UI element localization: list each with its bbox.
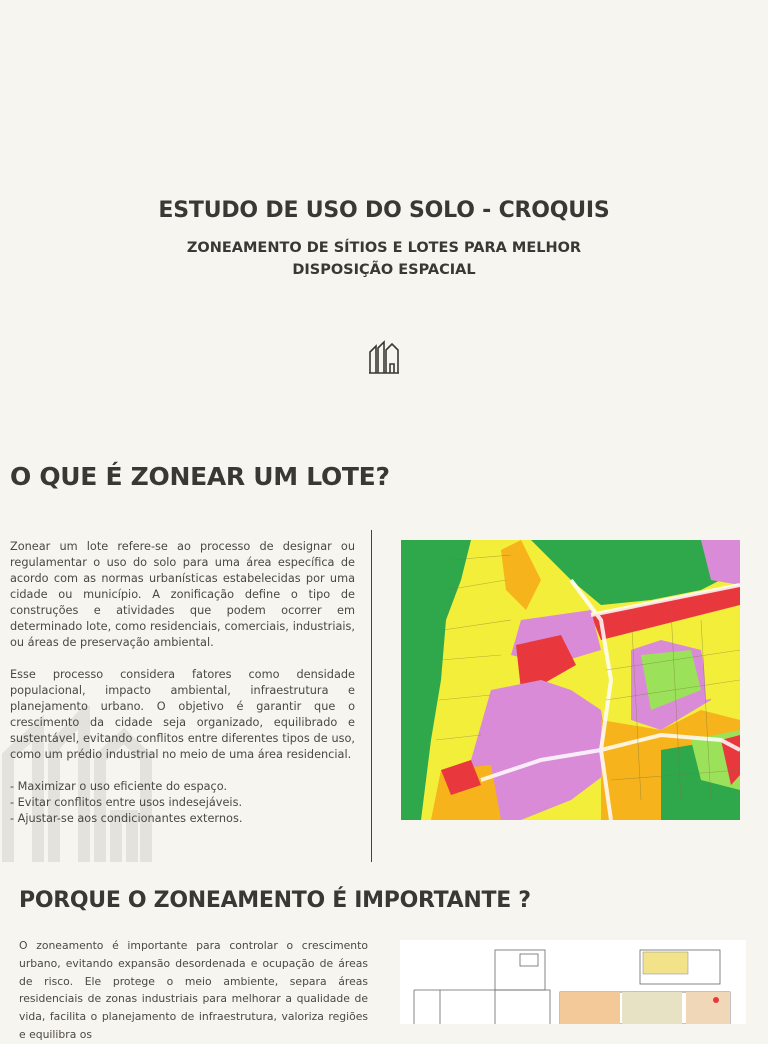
page-title: ESTUDO DE USO DO SOLO - CROQUIS: [158, 198, 610, 223]
list-item: - Ajustar-se aos condicionantes externos.: [10, 812, 243, 825]
section-heading-importancia: PORQUE O ZONEAMENTO É IMPORTANTE ?: [19, 888, 531, 913]
list-item: - Evitar conflitos entre usos indesejáveis.: [10, 796, 243, 809]
list-item: - Maximizar o uso eficiente do espaço.: [10, 780, 228, 793]
page-subtitle: ZONEAMENTO DE SÍTIOS E LOTES PARA MELHOR DISPOSIÇÃO ESPACIAL: [186, 240, 582, 278]
vertical-divider: [371, 530, 372, 862]
paragraph-fatores: Esse processo considera fatores como densidade populacional, impacto ambiental, infraestrutura e planejamento urbano. O objetivo é garantir que o crescimento da cidade seja organizado, equilibrado e sustentável, evitando conflitos entre diferentes tipos de uso, como um prédio industrial no meio de uma área residencial.: [10, 668, 355, 761]
zoning-map-image: [401, 540, 740, 820]
building-logo-icon: [368, 340, 400, 374]
objectives-list: [10, 779, 355, 827]
paragraph-definicao: Zonear um lote refere-se ao processo de designar ou regulamentar o uso do solo para uma área específica de acordo com as normas urbanísticas estabelecidas por uma cidade ou município. A zonificação define o tipo de construções e atividades que podem ocorrer em determinado lote, como residenciais, comerciais, industriais, ou áreas de preservação ambiental.: [10, 540, 355, 649]
section-heading-zonear: O QUE É ZONEAR UM LOTE?: [10, 462, 390, 491]
floor-plans-image: [400, 940, 746, 1024]
paragraph-importancia: O zoneamento é importante para controlar o crescimento urbano, evitando expansão desordenada e ocupação de áreas de risco. Ele protege o meio ambiente, separa áreas residenciais de zonas industriais para melhorar a qualidade de vida, facilita o planejamento de infraestrutura, valoriza regiões e equilibra os: [19, 939, 368, 1041]
